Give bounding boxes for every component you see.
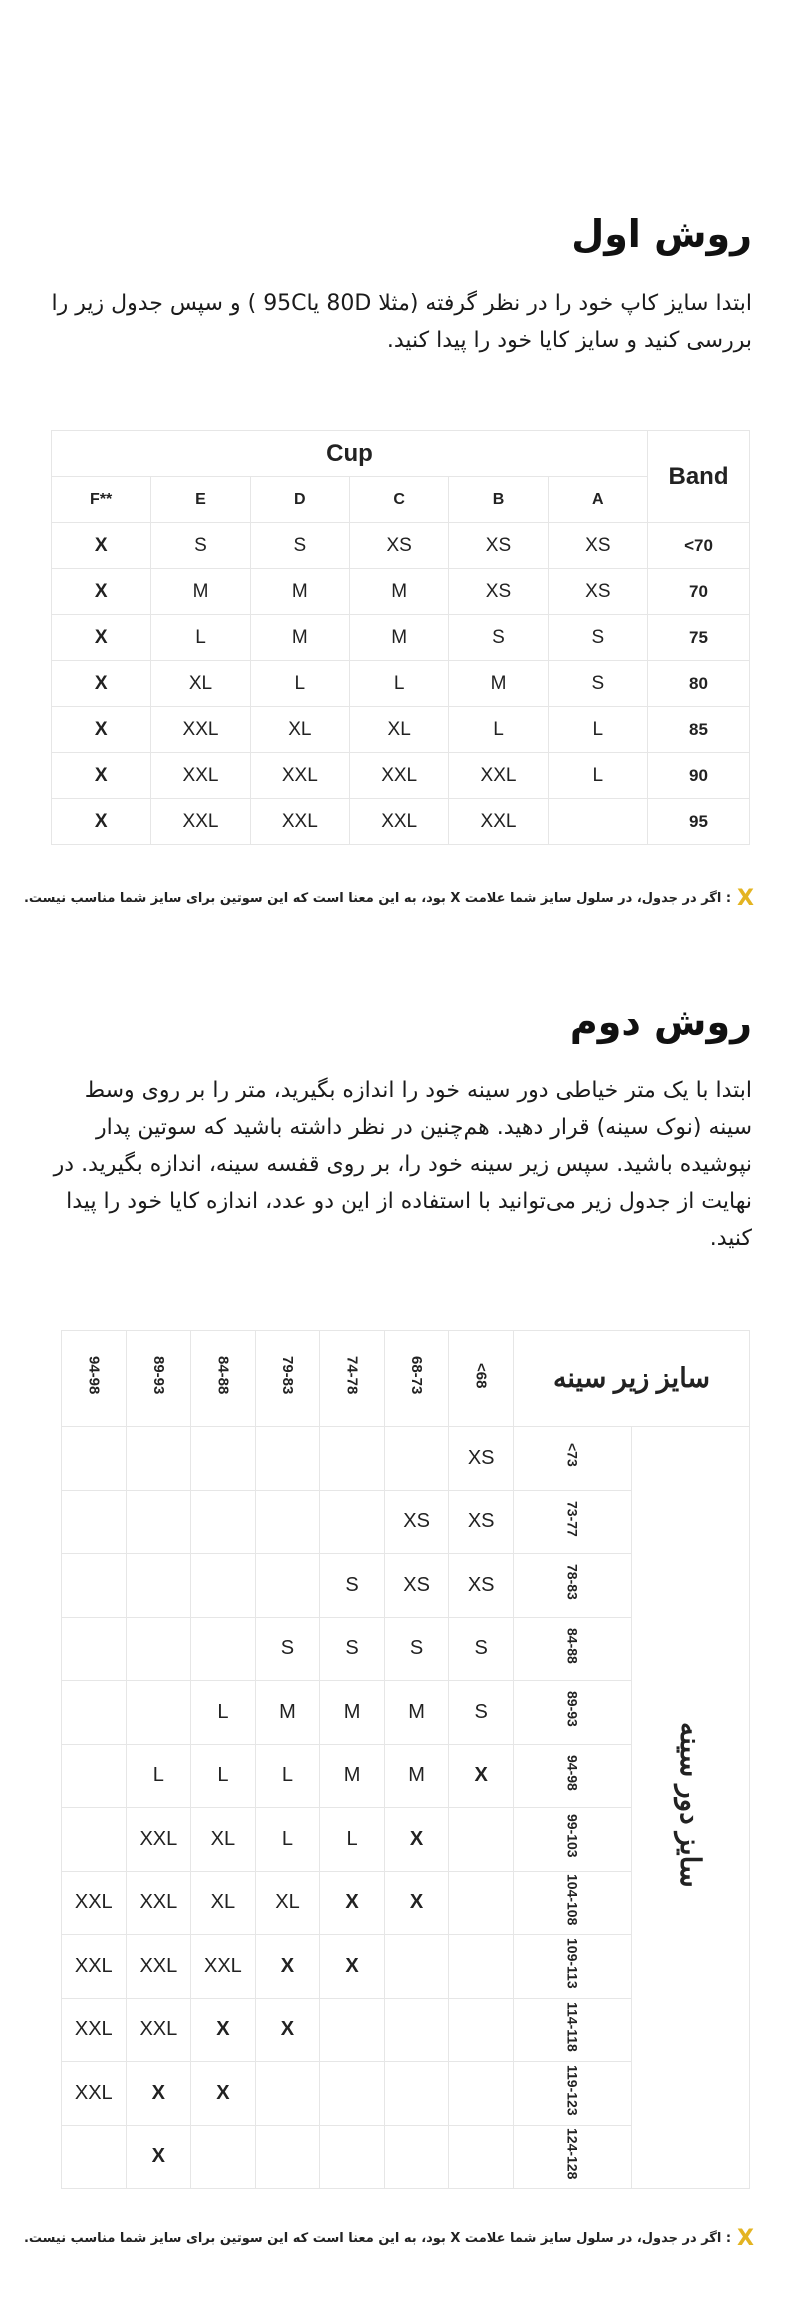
size-cell: M xyxy=(320,1681,385,1745)
bust-row-header xyxy=(514,1998,632,2062)
bust-row-header xyxy=(514,1427,632,1491)
size-cell xyxy=(449,2125,514,2189)
size-cell: XXL xyxy=(151,707,250,753)
size-cell: XXL xyxy=(151,799,250,845)
size-cell: S xyxy=(449,1681,514,1745)
table-row xyxy=(52,799,750,845)
underbust-column-label: 79-83 xyxy=(278,1356,296,1395)
bust-row-label: 94-98 xyxy=(564,1754,581,1791)
bust-row-header xyxy=(514,1617,632,1681)
x-mark-cell: X xyxy=(52,661,151,707)
x-mark-cell: X xyxy=(52,615,151,661)
cup-column-header: F** xyxy=(52,477,151,523)
size-cell: XS xyxy=(449,1490,514,1554)
underbust-column-header xyxy=(449,1331,514,1427)
size-cell xyxy=(191,2125,256,2189)
size-cell: XS xyxy=(449,1427,514,1491)
x-mark-cell: X xyxy=(52,569,151,615)
bust-header-label: سایز دور سینه xyxy=(675,1721,706,1888)
size-cell xyxy=(449,1935,514,1999)
x-mark-icon: X xyxy=(737,2226,754,2251)
size-cell: XS xyxy=(384,1490,449,1554)
x-mark-cell: X xyxy=(255,1935,320,1999)
size-cell: S xyxy=(250,523,349,569)
size-cell: M xyxy=(151,569,250,615)
band-cell: 85 xyxy=(648,707,750,753)
bust-row-label: 78-83 xyxy=(564,1564,581,1601)
size-cell xyxy=(62,2125,127,2189)
size-cell xyxy=(126,1617,191,1681)
size-cell: M xyxy=(349,569,448,615)
size-cell xyxy=(126,1490,191,1554)
size-cell: XXL xyxy=(250,799,349,845)
x-mark-cell: X xyxy=(320,1935,385,1999)
bust-row-header xyxy=(514,2125,632,2189)
size-cell xyxy=(449,1998,514,2062)
size-cell: XXL xyxy=(151,753,250,799)
cup-column-header: A xyxy=(548,477,647,523)
size-cell xyxy=(449,1808,514,1872)
cup-band-size-table xyxy=(51,430,750,845)
underbust-column-label: 74-78 xyxy=(343,1356,361,1395)
size-cell: S xyxy=(384,1617,449,1681)
band-cell: 90 xyxy=(648,753,750,799)
size-cell: XS xyxy=(449,523,548,569)
size-cell: M xyxy=(250,615,349,661)
method1-paragraph: ابتدا سایز کاپ خود را در نظر گرفته (مثلا 80D یا95C ) و سپس جدول زیر را بررسی کنید و سایز کایا خود را پیدا کنید. xyxy=(51,291,752,353)
table-row xyxy=(52,661,750,707)
bust-row-label: 109-113 xyxy=(564,1937,581,1989)
size-cell: S xyxy=(449,1617,514,1681)
bust-row-header xyxy=(514,1490,632,1554)
x-mark-cell: X xyxy=(191,1998,256,2062)
x-mark-cell: X xyxy=(52,707,151,753)
band-cell: 95 xyxy=(648,799,750,845)
size-cell xyxy=(320,2125,385,2189)
size-cell xyxy=(62,1617,127,1681)
cup-column-header: E xyxy=(151,477,250,523)
size-cell: S xyxy=(548,661,647,707)
underbust-column-header xyxy=(384,1331,449,1427)
size-cell: L xyxy=(255,1744,320,1808)
bust-underbust-size-table xyxy=(61,1330,750,2189)
size-cell xyxy=(191,1490,256,1554)
size-cell xyxy=(191,1554,256,1618)
bust-row-label: 89-93 xyxy=(564,1691,581,1728)
cup-column-header: B xyxy=(449,477,548,523)
cup-column-header: D xyxy=(250,477,349,523)
size-cell: M xyxy=(384,1744,449,1808)
size-cell: XL xyxy=(255,1871,320,1935)
x-mark-cell: X xyxy=(384,1808,449,1872)
size-cell xyxy=(62,1744,127,1808)
x-mark-cell: X xyxy=(126,2062,191,2126)
x-mark-cell: X xyxy=(320,1871,385,1935)
size-cell xyxy=(384,2125,449,2189)
size-cell: XXL xyxy=(126,1808,191,1872)
method2-note xyxy=(24,2226,754,2251)
bust-row-label: 104-108 xyxy=(564,1874,581,1926)
size-cell: S xyxy=(255,1617,320,1681)
bust-row-label: 84-88 xyxy=(564,1627,581,1664)
table-row xyxy=(52,569,750,615)
size-cell: XXL xyxy=(126,1935,191,1999)
size-cell: M xyxy=(250,569,349,615)
size-cell xyxy=(62,1681,127,1745)
size-cell: XXL xyxy=(349,799,448,845)
underbust-column-label: 68-73 xyxy=(408,1356,426,1395)
x-mark-cell: X xyxy=(52,523,151,569)
size-cell: XS xyxy=(349,523,448,569)
bust-row-header xyxy=(514,1808,632,1872)
size-cell: M xyxy=(349,615,448,661)
size-cell: L xyxy=(449,707,548,753)
size-cell xyxy=(255,2125,320,2189)
size-cell: XXL xyxy=(191,1935,256,1999)
method1-note-text: : اگر در جدول، در سلول سایز شما علامت X بود، به این معنا است که این سوتین برای سایز شما مناسب نیست. xyxy=(23,891,732,906)
size-cell: XXL xyxy=(62,1998,127,2062)
table-row xyxy=(62,1427,750,1491)
size-cell: M xyxy=(255,1681,320,1745)
size-cell xyxy=(191,1427,256,1491)
size-cell: L xyxy=(548,753,647,799)
size-cell xyxy=(62,1427,127,1491)
bust-row-header xyxy=(514,1744,632,1808)
underbust-column-header xyxy=(191,1331,256,1427)
bust-row-label: 99-103 xyxy=(564,1814,581,1859)
x-mark-cell: X xyxy=(52,753,151,799)
size-cell: S xyxy=(320,1554,385,1618)
size-cell: XXL xyxy=(250,753,349,799)
size-cell: XXL xyxy=(126,1871,191,1935)
bust-row-label: 114-118 xyxy=(564,2001,581,2052)
table-row xyxy=(52,707,750,753)
bust-row-header xyxy=(514,1871,632,1935)
bust-row-header xyxy=(514,2062,632,2126)
size-cell xyxy=(126,1554,191,1618)
method1-title: روش اول xyxy=(571,212,752,256)
size-cell: XXL xyxy=(349,753,448,799)
underbust-column-header xyxy=(320,1331,385,1427)
size-cell: L xyxy=(191,1681,256,1745)
size-cell: XL xyxy=(349,707,448,753)
size-cell: L xyxy=(320,1808,385,1872)
size-cell: XL xyxy=(191,1871,256,1935)
size-cell: XXL xyxy=(449,799,548,845)
size-cell: M xyxy=(449,661,548,707)
size-cell: XS xyxy=(384,1554,449,1618)
underbust-column-header xyxy=(255,1331,320,1427)
band-cell: <70 xyxy=(648,523,750,569)
size-cell xyxy=(62,1490,127,1554)
bust-row-label: <73 xyxy=(564,1443,581,1468)
size-cell: XXL xyxy=(62,1935,127,1999)
x-mark-cell: X xyxy=(449,1744,514,1808)
size-cell xyxy=(449,2062,514,2126)
size-cell: XS xyxy=(449,1554,514,1618)
size-cell: M xyxy=(384,1681,449,1745)
bust-row-header xyxy=(514,1681,632,1745)
underbust-header: سایز زیر سینه xyxy=(514,1331,750,1427)
underbust-column-label: 89-93 xyxy=(149,1356,167,1395)
size-cell xyxy=(255,1490,320,1554)
size-cell xyxy=(548,799,647,845)
size-cell: M xyxy=(320,1744,385,1808)
size-cell: XS xyxy=(548,569,647,615)
size-cell xyxy=(191,1617,256,1681)
method2-paragraph: ابتدا با یک متر خیاطی دور سینه خود را اندازه بگیرید، متر را بر روی وسط سینه (نوک سینه) قرار دهید. هم‌چنین در نظر داشته باشید که سوتین پدار نپوشیده باشید. سپس زیر سینه خود را، بر روی قفسه سینه، اندازه بگیرید. در نهایت از جدول زیر می‌توانید با استفاده از این دو عدد، اندازه کایا خود را پیدا کنید. xyxy=(53,1078,752,1251)
size-cell xyxy=(320,2062,385,2126)
x-mark-cell: X xyxy=(126,2125,191,2189)
size-cell: XXL xyxy=(126,1998,191,2062)
cup-header: Cup xyxy=(52,431,648,477)
band-cell: 75 xyxy=(648,615,750,661)
bust-row-label: 73-77 xyxy=(564,1500,581,1537)
size-cell: XL xyxy=(151,661,250,707)
size-cell xyxy=(255,1554,320,1618)
method2-note-text: : اگر در جدول، در سلول سایز شما علامت X بود، به این معنا است که این سوتین برای سایز شما مناسب نیست. xyxy=(23,2231,732,2246)
size-cell xyxy=(126,1427,191,1491)
size-cell xyxy=(255,2062,320,2126)
size-cell xyxy=(320,1490,385,1554)
bust-row-label: 119-123 xyxy=(564,2064,581,2116)
size-cell: L xyxy=(548,707,647,753)
size-cell: L xyxy=(250,661,349,707)
size-cell: XXL xyxy=(449,753,548,799)
table-row xyxy=(52,615,750,661)
size-cell xyxy=(320,1427,385,1491)
size-cell: S xyxy=(151,523,250,569)
size-cell xyxy=(384,2062,449,2126)
size-cell: L xyxy=(126,1744,191,1808)
size-cell xyxy=(62,1554,127,1618)
size-cell: L xyxy=(255,1808,320,1872)
size-cell xyxy=(384,1935,449,1999)
bust-row-header xyxy=(514,1935,632,1999)
x-mark-icon: X xyxy=(737,886,754,911)
table-row xyxy=(52,523,750,569)
band-header: Band xyxy=(648,431,750,523)
size-cell: S xyxy=(449,615,548,661)
size-cell: XS xyxy=(548,523,647,569)
bust-row-label: 124-128 xyxy=(564,2128,581,2180)
cup-column-header: C xyxy=(349,477,448,523)
size-cell: XL xyxy=(250,707,349,753)
size-cell: S xyxy=(320,1617,385,1681)
bust-header xyxy=(632,1427,750,2189)
size-cell: S xyxy=(548,615,647,661)
underbust-column-label: <68 xyxy=(472,1362,490,1389)
underbust-column-header xyxy=(126,1331,191,1427)
underbust-column-header xyxy=(62,1331,127,1427)
size-cell xyxy=(62,1808,127,1872)
size-cell xyxy=(126,1681,191,1745)
underbust-column-label: 94-98 xyxy=(85,1356,103,1395)
table-row xyxy=(52,753,750,799)
x-mark-cell: X xyxy=(191,2062,256,2126)
x-mark-cell: X xyxy=(52,799,151,845)
size-cell xyxy=(255,1427,320,1491)
size-cell: XS xyxy=(449,569,548,615)
bust-row-header xyxy=(514,1554,632,1618)
size-cell: XXL xyxy=(62,2062,127,2126)
size-cell xyxy=(384,1427,449,1491)
method2-title: روش دوم xyxy=(569,1000,752,1044)
underbust-column-label: 84-88 xyxy=(214,1356,232,1395)
size-cell xyxy=(449,1871,514,1935)
size-cell: XL xyxy=(191,1808,256,1872)
band-cell: 70 xyxy=(648,569,750,615)
x-mark-cell: X xyxy=(384,1871,449,1935)
size-cell: L xyxy=(349,661,448,707)
size-cell: XXL xyxy=(62,1871,127,1935)
size-cell xyxy=(384,1998,449,2062)
size-cell: L xyxy=(151,615,250,661)
size-cell: L xyxy=(191,1744,256,1808)
size-cell xyxy=(320,1998,385,2062)
band-cell: 80 xyxy=(648,661,750,707)
x-mark-cell: X xyxy=(255,1998,320,2062)
method1-note xyxy=(24,886,754,911)
